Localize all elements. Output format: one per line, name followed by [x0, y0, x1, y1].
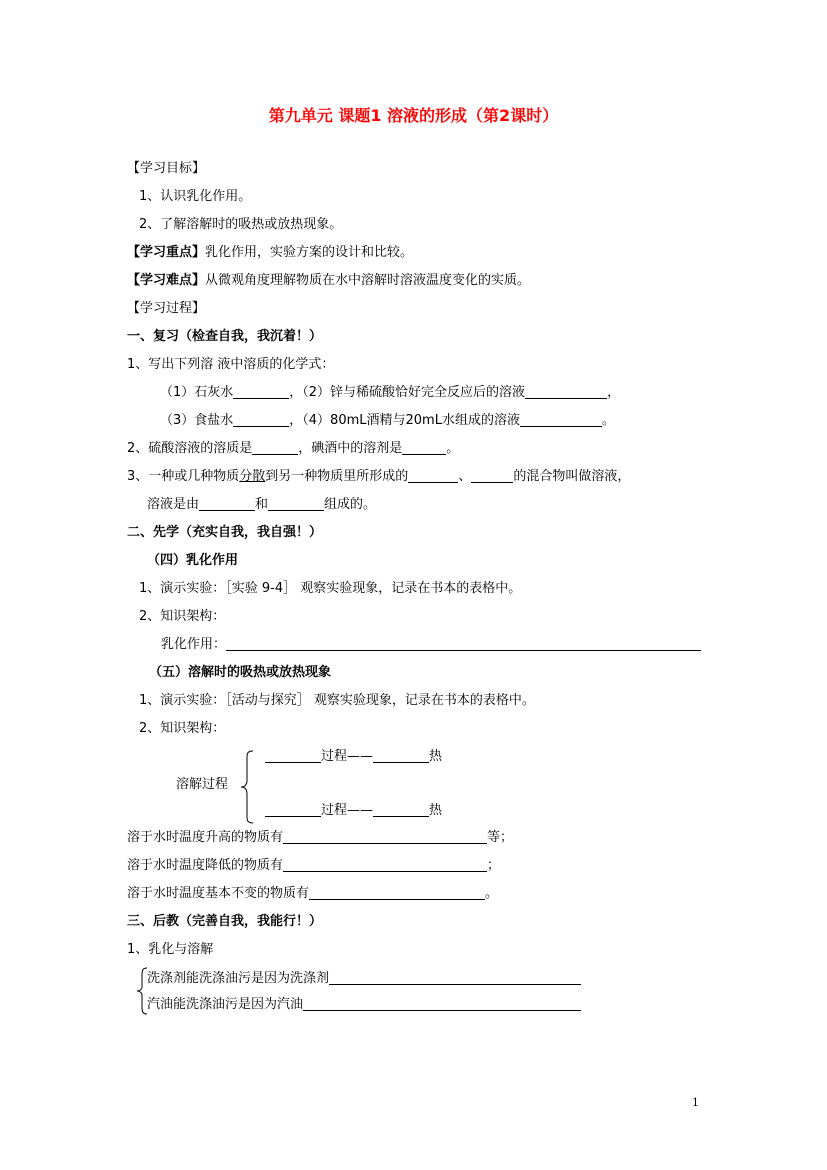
prestudy-s4-item-2: 2、知识架构：	[139, 609, 226, 624]
q1-blank-zinc-solution[interactable]	[525, 384, 607, 399]
post-line-1-text: 洗涤剂能洗涤油污是因为洗涤剂	[147, 971, 330, 986]
post-item-1: 1、乳化与溶解	[127, 942, 214, 957]
page-number: 1	[692, 1096, 699, 1109]
difficulty-label: 【学习难点】	[127, 273, 206, 288]
q3-blank-2[interactable]	[471, 468, 513, 483]
dissolve-blank-2b[interactable]	[373, 802, 429, 817]
difficulty-text: 从微观角度理解物质在水中溶解时溶液温度变化的实质。	[205, 273, 531, 288]
q4-blank-2[interactable]	[268, 496, 324, 511]
heat-word-2: 热	[429, 803, 443, 818]
temp-up-blank[interactable]	[283, 829, 487, 844]
q4-blank-1[interactable]	[199, 496, 255, 511]
objective-item-2: 2、了解溶解时的吸热或放热现象。	[139, 217, 343, 232]
temp-down-blank[interactable]	[283, 857, 487, 872]
dissolve-line-2	[265, 802, 442, 820]
dissolve-blank-1a[interactable]	[265, 748, 321, 763]
dissolve-blank-2a[interactable]	[265, 802, 321, 817]
review-question-3-cont	[147, 496, 376, 514]
q1-a3-text: ，	[607, 385, 621, 400]
heat-word-1: 热	[429, 749, 443, 764]
prestudy-sub-5: （五）溶解时的吸热或放热现象	[149, 665, 332, 680]
review-question-3	[127, 468, 630, 486]
review-q1-line-b	[160, 412, 615, 430]
post-blank-1[interactable]	[329, 970, 581, 985]
q1-b2-text: ，（4）80mL酒精与20mL水组成的溶液	[289, 413, 520, 428]
q3-c-text: 、	[458, 469, 472, 484]
q2-a-text: 2、硫酸溶液的溶质是	[127, 441, 253, 456]
prestudy-heading: 二、先学（充实自我，我自强！）	[127, 525, 323, 540]
dissolve-line-1	[265, 748, 442, 766]
post-line-2	[147, 996, 581, 1014]
temp-same-blank[interactable]	[309, 885, 485, 900]
temp-down-end: ；	[487, 858, 501, 873]
q1-b1-text: （3）食盐水	[160, 413, 234, 428]
review-question-2	[127, 440, 459, 458]
q3-b-text: 到另一种物质里所形成的	[265, 469, 409, 484]
prestudy-s5-item-1: 1、演示实验：［活动与探究］ 观察实验现象，记录在书本的表格中。	[139, 693, 535, 708]
temp-same-line	[127, 885, 498, 903]
left-brace-icon	[240, 750, 256, 824]
objective-item-1: 1、认识乳化作用。	[139, 189, 252, 204]
prestudy-s5-item-2: 2、知识架构：	[139, 721, 226, 736]
review-q1-line-a	[160, 384, 620, 402]
q4-b-text: 和	[255, 497, 269, 512]
dissolve-blank-1b[interactable]	[373, 748, 429, 763]
temp-down-text: 溶于水时温度降低的物质有	[127, 858, 284, 873]
prestudy-s4-item-1: 1、演示实验：［实验 9-4］ 观察实验现象，记录在书本的表格中。	[139, 581, 522, 596]
emulsify-blank[interactable]	[226, 636, 701, 651]
process-word-1: 过程——	[321, 749, 374, 764]
emulsify-line	[161, 636, 701, 654]
q4-c-text: 组成的。	[324, 497, 377, 512]
temp-up-text: 溶于水时温度升高的物质有	[127, 830, 284, 845]
q2-blank-solute[interactable]	[252, 440, 298, 455]
process-word-2: 过程——	[321, 803, 374, 818]
temp-same-text: 溶于水时温度基本不变的物质有	[127, 886, 310, 901]
temp-up-end: 等；	[487, 830, 514, 845]
q3-underlined-text: 分散	[239, 469, 266, 484]
emulsify-label: 乳化作用：	[161, 637, 227, 652]
key-points	[127, 244, 413, 262]
process-label: 【学习过程】	[127, 301, 206, 316]
post-heading: 三、后教（完善自我，我能行！）	[127, 914, 323, 929]
temp-down-line	[127, 857, 500, 875]
prestudy-sub-4: （四）乳化作用	[147, 553, 239, 568]
key-points-text: 乳化作用，实验方案的设计和比较。	[205, 245, 414, 260]
review-question-1: 1、写出下列溶 液中溶质的化学式：	[127, 357, 335, 372]
post-line-2-text: 汽油能洗涤油污是因为汽油	[147, 997, 304, 1012]
q1-a1-text: （1）石灰水	[160, 385, 234, 400]
q1-b3-text: 。	[601, 413, 615, 428]
q2-c-text: 。	[446, 441, 460, 456]
q3-blank-1[interactable]	[408, 468, 458, 483]
post-blank-2[interactable]	[303, 996, 581, 1011]
post-line-1	[147, 970, 581, 988]
q1-blank-alcohol-solution[interactable]	[520, 412, 602, 427]
objectives-label: 【学习目标】	[127, 161, 206, 176]
difficulty	[127, 272, 530, 290]
key-points-label: 【学习重点】	[127, 245, 206, 260]
q1-blank-saltwater[interactable]	[233, 412, 289, 427]
temp-same-end: 。	[485, 886, 499, 901]
q1-blank-limewater[interactable]	[233, 384, 289, 399]
q4-a-text: 溶液是由	[147, 497, 200, 512]
q3-a-text: 3、一种或几种物质	[127, 469, 240, 484]
q1-a2-text: ，（2）锌与稀硫酸恰好完全反应后的溶液	[289, 385, 526, 400]
temp-up-line	[127, 829, 513, 847]
q3-d-text: 的混合物叫做溶液，	[513, 469, 631, 484]
page-title: 第九单元 课题1 溶液的形成（第2课时）	[268, 106, 559, 125]
review-heading: 一、复习（检查自我，我沉着！）	[127, 329, 323, 344]
dissolve-process-label: 溶解过程	[176, 777, 229, 792]
q2-blank-solvent[interactable]	[402, 440, 446, 455]
q2-b-text: ，碘酒中的溶剂是	[298, 441, 403, 456]
